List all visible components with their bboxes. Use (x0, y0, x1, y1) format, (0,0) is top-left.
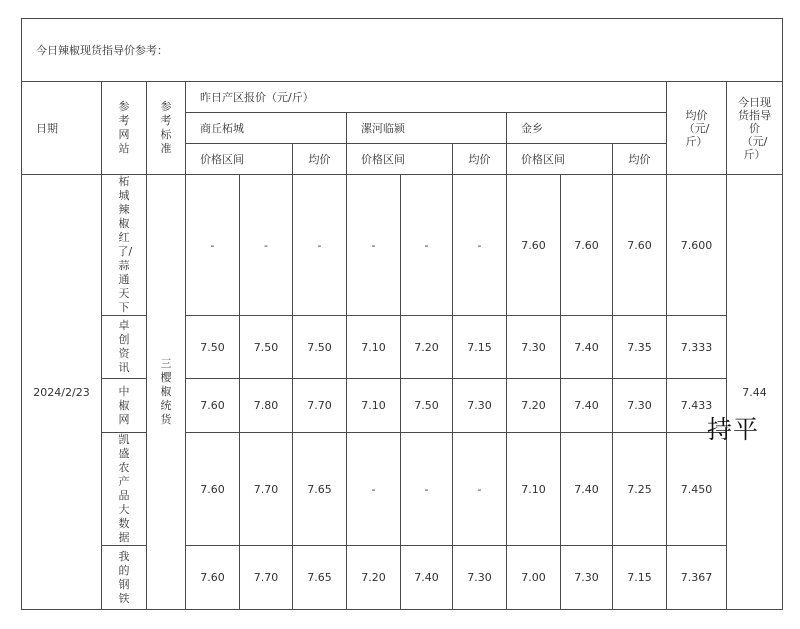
price-cell: 7.40 (561, 316, 613, 379)
price-cell: 7.35 (613, 316, 667, 379)
price-cell: 7.40 (561, 433, 613, 546)
title-row (22, 19, 783, 82)
price-cell: 7.10 (347, 316, 401, 379)
avg-cell: 7.367 (667, 546, 727, 610)
price-cell: 7.00 (507, 546, 561, 610)
price-cell: 7.30 (453, 546, 507, 610)
site-cell: 凯盛农产品大数据 (102, 433, 147, 546)
price-cell: 7.20 (401, 316, 453, 379)
price-cell: 7.50 (240, 316, 293, 379)
price-cell: 7.10 (347, 379, 401, 433)
price-cell: 7.60 (507, 175, 561, 316)
header-price-range-2: 价格区间 (347, 144, 453, 175)
price-cell: - (186, 175, 240, 316)
price-cell: 7.30 (561, 546, 613, 610)
price-cell: 7.60 (561, 175, 613, 316)
price-cell: 7.40 (561, 379, 613, 433)
header-standard: 参考标准 (147, 82, 186, 175)
price-cell: 7.10 (507, 433, 561, 546)
header-date: 日期 (22, 82, 102, 175)
header-yesterday-quote: 昨日产区报价（元/斤） (186, 82, 667, 113)
price-cell: 7.60 (186, 433, 240, 546)
price-cell: 7.20 (507, 379, 561, 433)
price-cell: 7.25 (613, 433, 667, 546)
price-cell: 7.60 (613, 175, 667, 316)
price-table (21, 18, 783, 610)
avg-cell: 7.433 (667, 379, 727, 433)
price-cell: 7.60 (186, 546, 240, 610)
price-cell: 7.20 (347, 546, 401, 610)
header-overall-avg: 均价（元/斤） (667, 82, 727, 175)
price-cell: - (347, 433, 401, 546)
table-row (22, 433, 783, 546)
price-cell: 7.50 (293, 316, 347, 379)
price-cell: 7.65 (293, 546, 347, 610)
site-cell: 柘城辣椒红了/蒜通天下 (102, 175, 147, 316)
price-cell: 7.40 (401, 546, 453, 610)
trend-stamp: 持平 (707, 415, 760, 444)
price-cell: 7.50 (186, 316, 240, 379)
avg-cell: 7.450 (667, 433, 727, 546)
price-cell: 7.70 (240, 433, 293, 546)
header-price-range-1: 价格区间 (186, 144, 293, 175)
table-row (22, 175, 783, 316)
header-avg-2: 均价 (453, 144, 507, 175)
header-site: 参考网站 (102, 82, 147, 175)
site-cell: 卓创资讯 (102, 316, 147, 379)
today-price-cell: 7.44 (727, 175, 783, 610)
price-cell: - (240, 175, 293, 316)
price-cell: 7.65 (293, 433, 347, 546)
price-cell: - (453, 175, 507, 316)
price-cell: - (293, 175, 347, 316)
header-price-range-3: 价格区间 (507, 144, 613, 175)
standard-cell: 三樱椒统货 (147, 175, 186, 610)
table-title: 今日辣椒现货指导价参考： (22, 19, 783, 82)
price-cell: 7.80 (240, 379, 293, 433)
header-avg-1: 均价 (293, 144, 347, 175)
price-cell: 7.50 (401, 379, 453, 433)
price-cell: - (347, 175, 401, 316)
table-row (22, 546, 783, 610)
price-cell: 7.30 (453, 379, 507, 433)
header-region-1: 商丘柘城 (186, 113, 347, 144)
price-cell: - (401, 433, 453, 546)
header-region-2: 漯河临颍 (347, 113, 507, 144)
price-cell: 7.70 (293, 379, 347, 433)
header-row-1 (22, 82, 783, 113)
header-today-price: 今日现货指导价（元/斤） (727, 82, 783, 175)
table-row (22, 316, 783, 379)
avg-cell: 7.600 (667, 175, 727, 316)
price-cell: 7.60 (186, 379, 240, 433)
price-cell: 7.70 (240, 546, 293, 610)
header-avg-3: 均价 (613, 144, 667, 175)
date-cell: 2024/2/23 (22, 175, 102, 610)
header-region-3: 金乡 (507, 113, 667, 144)
site-cell: 中椒网 (102, 379, 147, 433)
price-cell: - (401, 175, 453, 316)
price-cell: 7.30 (507, 316, 561, 379)
price-cell: 7.30 (613, 379, 667, 433)
price-cell: 7.15 (453, 316, 507, 379)
price-cell: 7.15 (613, 546, 667, 610)
table-row (22, 379, 783, 433)
site-cell: 我的钢铁 (102, 546, 147, 610)
price-cell: - (453, 433, 507, 546)
avg-cell: 7.333 (667, 316, 727, 379)
